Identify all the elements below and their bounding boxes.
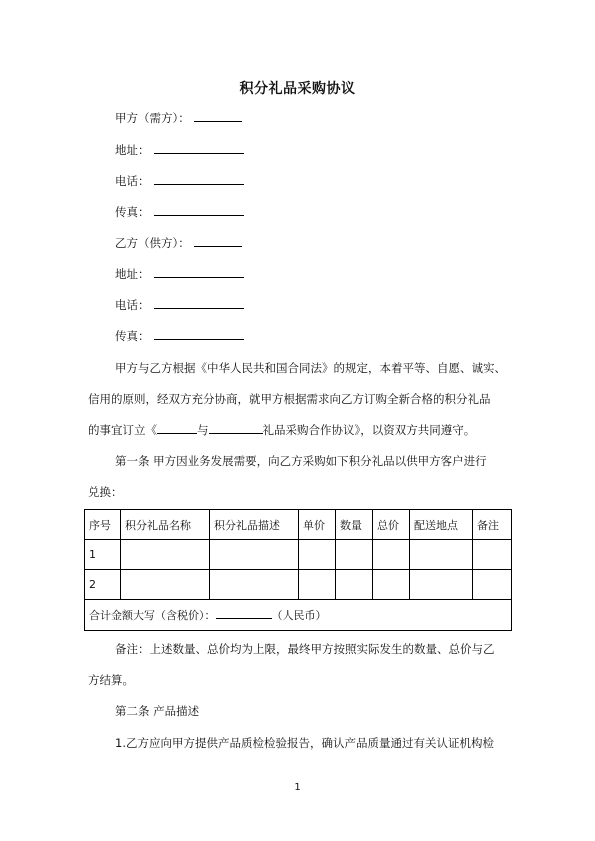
table-cell [121, 540, 210, 570]
party-b-phone-line [115, 297, 244, 313]
table-cell: 2 [85, 570, 121, 600]
table-cell [210, 540, 299, 570]
table-total-row [85, 600, 512, 631]
table-cell [373, 570, 410, 600]
document-title: 积分礼品采购协议 [239, 81, 356, 97]
table-cell [299, 540, 336, 570]
agreement-party-blank-2 [209, 432, 263, 434]
party-b-phone-label: 电话： [115, 298, 150, 312]
note-line-1: 备注：上述数量、总价均为上限，最终甲方按照实际发生的数量、总价与乙 [115, 642, 495, 656]
table-cell [336, 570, 373, 600]
party-b-phone-blank [154, 307, 244, 309]
party-a-fax-label: 传真： [115, 205, 150, 219]
party-a-name-label: 甲方（需方）： [115, 111, 190, 125]
total-amount-label: 合计金额大写（含税价）： [89, 609, 216, 622]
table-cell [336, 540, 373, 570]
table-header-row [85, 510, 512, 540]
party-b-fax-line [115, 328, 244, 344]
intro-line-2: 信用的原则，经双方充分协商，就甲方根据需求向乙方订购全新合格的积分礼品 [88, 392, 491, 406]
goods-table [84, 509, 512, 631]
article-2-heading: 第二条 产品描述 [115, 704, 200, 718]
table-cell [473, 570, 512, 600]
agreement-party-blank-1 [157, 432, 197, 434]
party-b-address-line [115, 266, 244, 282]
article-1-line-2: 兑换： [88, 485, 123, 499]
table-header-cell: 单价 [299, 510, 336, 540]
party-b-fax-blank [154, 338, 244, 340]
table-header-cell: 积分礼品描述 [210, 510, 299, 540]
party-b-fax-label: 传真： [115, 329, 150, 343]
table-row [85, 570, 512, 600]
party-a-address-line [115, 142, 244, 158]
party-a-phone-blank [154, 183, 244, 185]
total-amount-blank [216, 617, 272, 619]
article-1-line-1: 第一条 甲方因业务发展需要，向乙方采购如下积分礼品以供甲方客户进行 [115, 454, 487, 468]
article-2-item-1: 1.乙方应向甲方提供产品质检检验报告，确认产品质量通过有关认证机构检 [115, 736, 494, 750]
total-amount-unit: （人民币） [271, 609, 327, 622]
party-b-address-label: 地址： [115, 267, 150, 281]
party-b-name-label: 乙方（供方）： [115, 236, 190, 250]
table-header-cell: 积分礼品名称 [121, 510, 210, 540]
party-a-address-blank [154, 152, 244, 154]
table-cell [473, 540, 512, 570]
table-row [85, 540, 512, 570]
total-amount-cell [85, 600, 512, 631]
intro-line-3-mid: 与 [197, 423, 209, 437]
intro-line-3-suffix: 礼品采购合作协议》，以资双方共同遵守。 [262, 423, 476, 437]
table-header-cell: 配送地点 [410, 510, 473, 540]
table-cell [121, 570, 210, 600]
party-a-fax-line [115, 204, 244, 220]
party-a-name-line [115, 110, 242, 126]
table-cell [299, 570, 336, 600]
table-cell [410, 570, 473, 600]
table-header-cell: 数量 [336, 510, 373, 540]
table-cell [410, 540, 473, 570]
table-cell [210, 570, 299, 600]
table-header-cell: 备注 [473, 510, 512, 540]
table-header-cell: 序号 [85, 510, 121, 540]
party-a-phone-line [115, 173, 244, 189]
party-a-address-label: 地址： [115, 143, 150, 157]
party-a-fax-blank [154, 214, 244, 216]
intro-line-3-prefix: 的事宜订立《 [88, 423, 157, 437]
party-b-name-line [115, 235, 242, 251]
table-header-cell: 总价 [373, 510, 410, 540]
party-b-name-blank [194, 245, 242, 247]
intro-line-1: 甲方与乙方根据《中华人民共和国合同法》的规定，本着平等、自愿、诚实、 [115, 361, 506, 375]
intro-line-3 [88, 422, 508, 438]
note-line-2: 方结算。 [88, 673, 134, 687]
party-a-phone-label: 电话： [115, 174, 150, 188]
table-cell: 1 [85, 540, 121, 570]
party-b-address-blank [154, 276, 244, 278]
table-cell [373, 540, 410, 570]
page-number: 1 [294, 782, 301, 793]
party-a-name-blank [194, 120, 242, 122]
